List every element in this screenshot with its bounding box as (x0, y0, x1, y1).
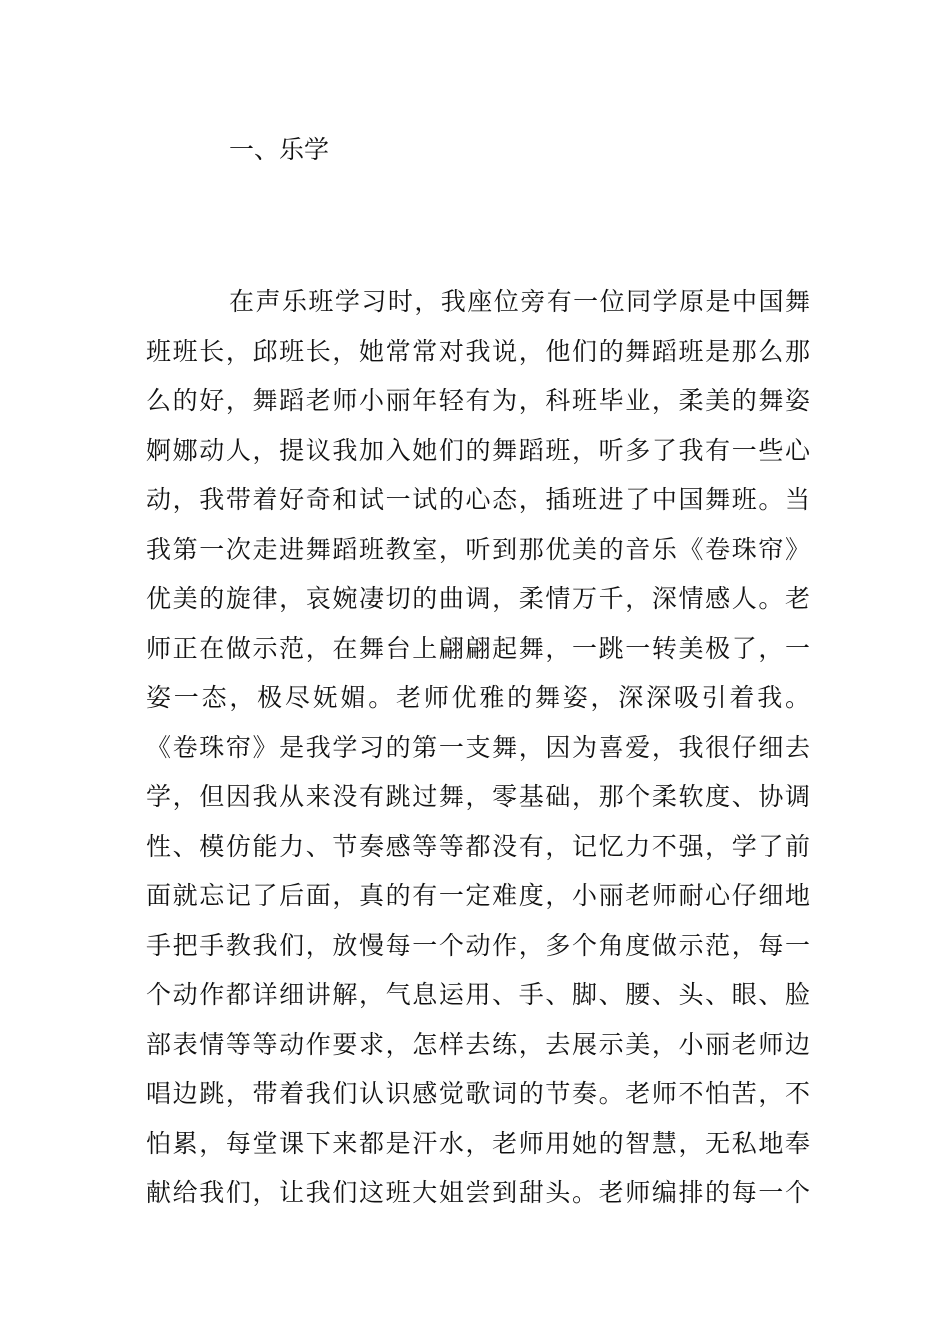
section-heading: 一、乐学 (229, 135, 330, 164)
paragraph-line: 部表情等等动作要求，怎样去练，去展示美，小丽老师边 (146, 1029, 810, 1059)
paragraph-line: 么的好，舞蹈老师小丽年轻有为，科班毕业，柔美的舞姿 (146, 386, 810, 415)
paragraph-line: 《卷珠帘》是我学习的第一支舞，因为喜爱，我很仔细去 (146, 732, 810, 762)
paragraph-line: 姿一态，极尽妩媚。老师优雅的舞姿，深深吸引着我。 (146, 683, 810, 712)
paragraph-line: 献给我们，让我们这班大姐尝到甜头。老师编排的每一个 (146, 1178, 810, 1207)
paragraph-line: 在声乐班学习时，我座位旁有一位同学原是中国舞 (229, 287, 810, 316)
paragraph-line: 优美的旋律，哀婉凄切的曲调，柔情万千，深情感人。老 (146, 584, 810, 613)
paragraph-line: 怕累，每堂课下来都是汗水，老师用她的智慧，无私地奉 (146, 1128, 810, 1158)
paragraph-line: 班班长，邱班长，她常常对我说，他们的舞蹈班是那么那 (146, 336, 810, 366)
paragraph-line: 手把手教我们，放慢每一个动作，多个角度做示范，每一 (146, 930, 810, 960)
paragraph-line: 个动作都详细讲解，气息运用、手、脚、腰、头、眼、脸 (146, 980, 810, 1009)
paragraph-line: 唱边跳，带着我们认识感觉歌词的节奏。老师不怕苦，不 (146, 1079, 810, 1108)
paragraph-line: 我第一次走进舞蹈班教室，听到那优美的音乐《卷珠帘》 (146, 534, 810, 564)
body-paragraph (146, 277, 810, 1218)
paragraph-line: 婀娜动人，提议我加入她们的舞蹈班，听多了我有一些心 (146, 435, 810, 465)
paragraph-line: 面就忘记了后面，真的有一定难度，小丽老师耐心仔细地 (146, 881, 810, 910)
paragraph-line: 师正在做示范，在舞台上翩翩起舞，一跳一转美极了，一 (146, 633, 810, 663)
paragraph-line: 动，我带着好奇和试一试的心态，插班进了中国舞班。当 (146, 485, 810, 514)
paragraph-line: 性、模仿能力、节奏感等等都没有，记忆力不强，学了前 (146, 831, 810, 861)
paragraph-line: 学，但因我从来没有跳过舞，零基础，那个柔软度、协调 (146, 782, 810, 811)
